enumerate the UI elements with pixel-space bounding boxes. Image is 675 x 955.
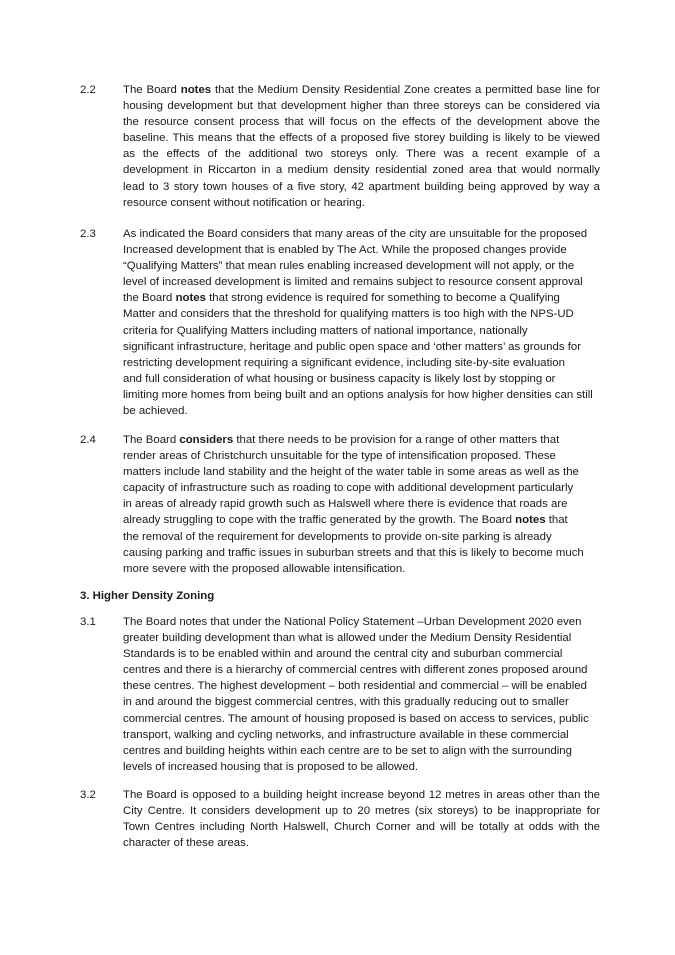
text-line: transport, walking and cycling networks, and infrastructure available in these commercial [123,728,569,741]
paragraph-number: 3.1 [80,616,96,628]
text-line: baseline. This means that the effects of a proposed five storey building is likely to be viewed [123,132,600,145]
text-line: render areas of Christchurch unsuitable for the type of intensification proposed. These [123,450,556,463]
paragraph-number: 2.4 [80,434,96,446]
paragraph-body [123,432,600,577]
bold-term: notes [175,292,206,305]
paragraph-3-2 [80,787,600,851]
text-line: centres and building heights within each centre are to be set to align with the surrounding [123,744,572,757]
text-line: level of increased development is limited and remains subject to resource consent approval [123,276,583,289]
paragraph-body [123,787,600,851]
text-line: resource consent without notification or hearing. [123,196,365,209]
text-line: development in Riccarton in a medium density residential zoned area that would normally [123,164,600,177]
text-line: commercial centres. The amount of housing proposed is based on access to services, public [123,712,589,725]
text-line: in areas of already rapid growth such as Halswell where there is evidence that roads are [123,498,568,511]
text-line: limiting more homes from being built and an options analysis for how higher densities can still [123,388,593,401]
paragraph-number: 3.2 [80,789,96,801]
section-heading: 3. Higher Density Zoning [80,590,215,602]
bold-term: considers [179,434,234,446]
text-line: the removal of the requirement for developments to provide on-site parking is already [123,530,552,543]
text-line: as the effects of the additional two storeys only. There was a recent example of a [123,148,600,161]
text-line: the resource consent process that will focus on the effects of the development above the [123,116,600,129]
text-line: As indicated the Board considers that many areas of the city are unsuitable for the proposed [123,228,588,240]
paragraph-number: 2.3 [80,228,96,240]
text-line: City Centre. It considers development up to 20 metres (six storeys) to be inappropriate for [123,805,600,818]
text-line: housing development but that development higher than three storeys can be considered via [123,100,600,113]
text-line: be achieved. [123,405,188,418]
text-line: The Board considers that there needs to be provision for a range of other matters that [123,434,560,446]
text-line: “Qualifying Matters” that mean rules enabling increased development will not apply, or the [123,260,575,273]
text-line: in and around the biggest commercial centres, with this gradually reducing out to smaller [123,696,569,709]
paragraph-number: 2.2 [80,84,96,96]
text-line: more severe with the proposed allowable intensification. [123,562,406,575]
paragraph-body [123,226,600,419]
text-line: criteria for Qualifying Matters including matters of national importance, nationally [123,324,528,337]
text-line: lead to 3 story town houses of a five story, 42 apartment building being approved by way a [123,180,600,193]
paragraph-2-4 [80,432,600,577]
text-line: matters include land stability and the height of the water table in some areas as well as the [123,466,579,479]
text-line: and full consideration of what housing or business capacity is likely lost by stopping or [123,372,556,385]
text-line: centres and there is a hierarchy of commercial centres with different zones proposed around [123,664,588,677]
text-line: these centres. The highest development – both residential and commercial – will be enabled [123,680,587,693]
paragraph-body [123,82,600,211]
text-line: already struggling to cope with the traffic generated by the growth. The Board notes that [123,514,568,527]
text-line: restricting development requiring a significant evidence, including site-by-site evaluation [123,356,565,369]
paragraph-2-3 [80,226,600,419]
bold-term: notes [180,84,212,96]
paragraph-body [123,614,600,775]
text-line: Town Centres including North Halswell, Church Corner and will be totally at odds with the [123,821,600,834]
text-line: The Board notes that the Medium Density Residential Zone creates a permitted base line for [123,84,600,96]
text-line: levels of increased housing that is proposed to be allowed. [123,760,419,773]
text-line: character of these areas. [123,837,249,850]
text-line: significant infrastructure, heritage and public open space and ‘other matters’ as grounds for [123,340,581,353]
text-line: causing parking and traffic issues in suburban streets and that this is likely to become much [123,546,584,559]
paragraph-3-1 [80,614,600,775]
text-line: greater building development than what is allowed under the Medium Density Residential [123,632,572,645]
text-line: Matter and considers that the threshold for qualifying matters is too high with the NPS-UD [123,308,574,321]
paragraph-2-2 [80,82,600,211]
text-line: capacity of infrastructure such as roading to cope with additional development particularly [123,482,574,495]
bold-term: notes [515,514,546,527]
text-line: the Board notes that strong evidence is required for something to become a Qualifying [123,292,560,305]
text-line: Increased development that is enabled by The Act. While the proposed changes provide [123,244,567,257]
text-line: The Board is opposed to a building height increase beyond 12 metres in areas other than the [123,789,600,801]
text-line: Standards is to be enabled within and around the central city and suburban commercial [123,648,563,661]
text-line: The Board notes that under the National Policy Statement –Urban Development 2020 even [123,616,582,628]
